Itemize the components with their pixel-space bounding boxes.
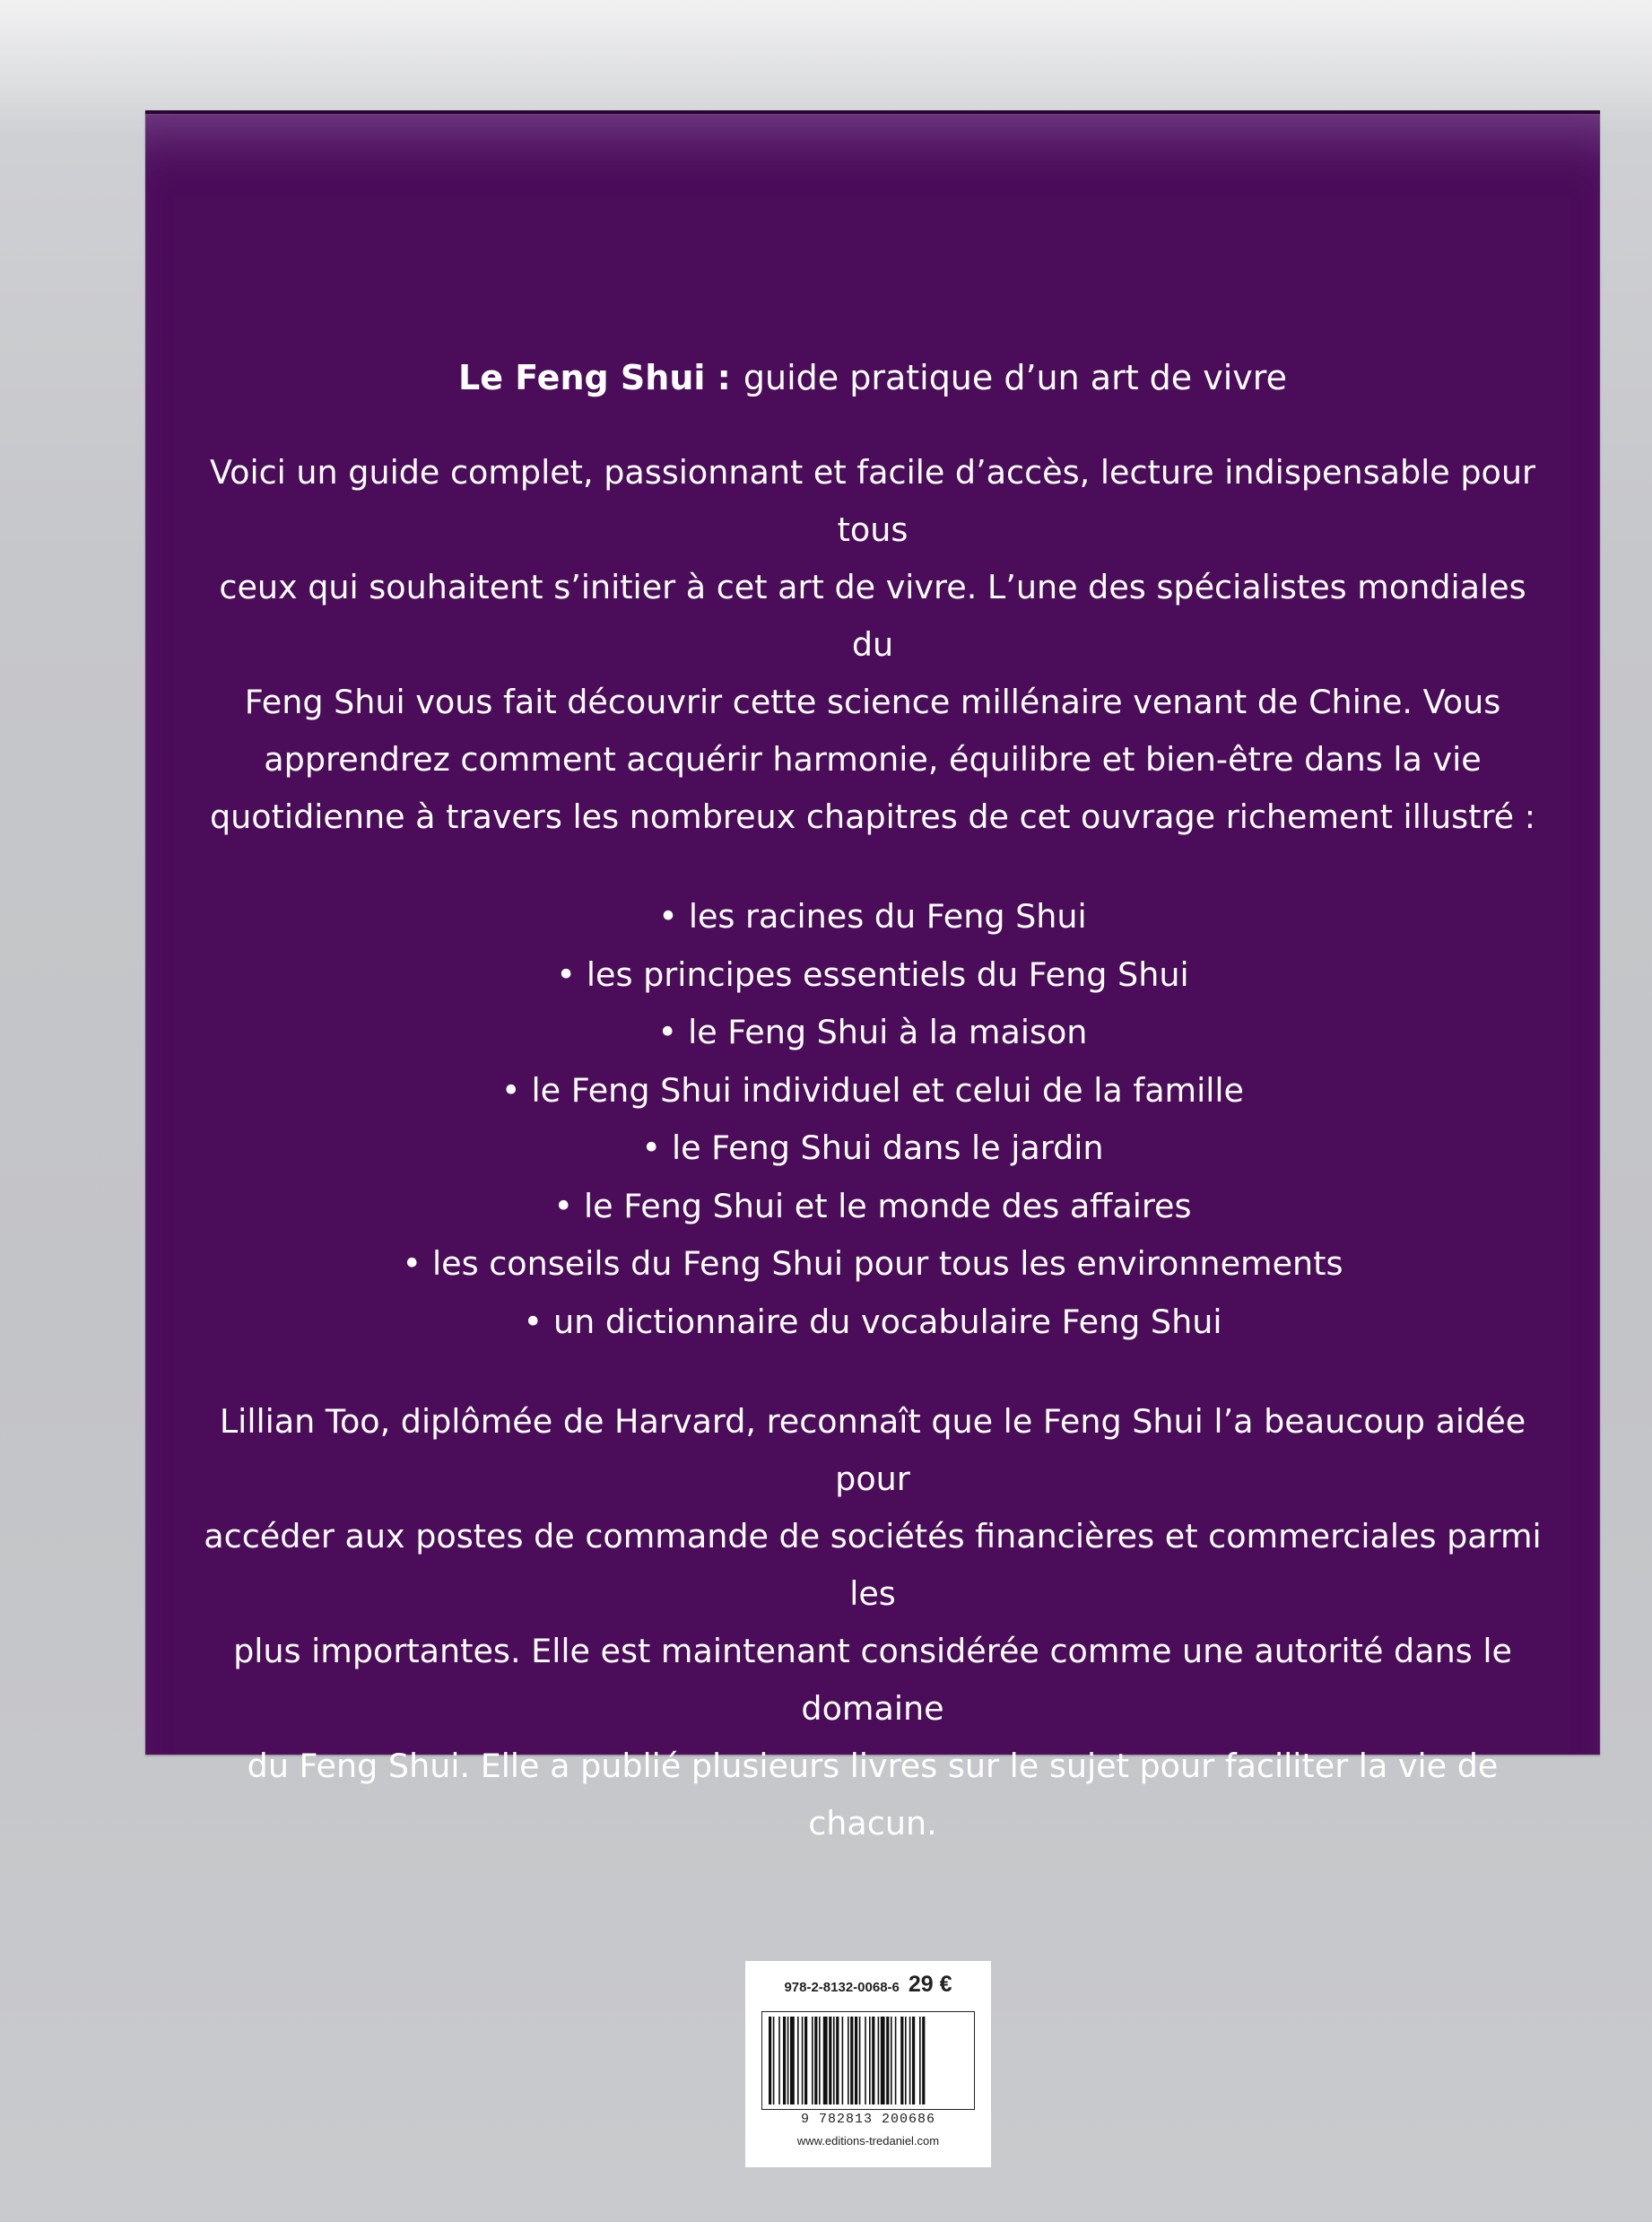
barcode-stripe	[819, 2017, 821, 2104]
purple-text-panel	[145, 110, 1600, 1843]
barcode-stripe	[909, 2017, 911, 2104]
barcode-stripe	[859, 2017, 861, 2104]
barcode-stripe	[823, 2017, 828, 2104]
isbn-number: 978-2-8132-0068-6	[784, 1980, 900, 1995]
barcode-stripe	[829, 2017, 831, 2104]
intro-paragraph	[199, 444, 1546, 846]
barcode-stripe	[814, 2017, 817, 2104]
chapter-item: • le Feng Shui et le monde des affaires	[199, 1178, 1546, 1236]
barcode-stripe	[869, 2017, 871, 2104]
barcode-digits: 9 782813 200686	[800, 2112, 936, 2127]
chapter-list	[199, 888, 1546, 1351]
barcode-stripe	[919, 2017, 921, 2104]
barcode-stripe	[773, 2017, 775, 2104]
barcode-stripe	[804, 2017, 807, 2104]
barcode-stripe	[787, 2017, 789, 2104]
barcode-stripe	[900, 2017, 903, 2104]
price: 29 €	[908, 1972, 952, 1997]
intro-line: Voici un guide complet, passionnant et facile d’accès, lecture indispensable pour tous	[210, 453, 1535, 549]
author-line: du Feng Shui. Elle a publié plusieurs livres sur le sujet pour faciliter la vie de chacun.	[247, 1747, 1499, 1843]
barcode-stripe	[872, 2017, 874, 2104]
barcode-stripe	[797, 2017, 799, 2104]
cover-heading	[199, 349, 1546, 406]
barcode-stripe	[790, 2017, 795, 2104]
barcode-stripe	[778, 2017, 780, 2104]
barcode-stripe	[886, 2017, 889, 2104]
barcode-label	[745, 1961, 991, 2167]
heading-bold: Le Feng Shui :	[458, 358, 731, 397]
barcode-stripe	[812, 2017, 813, 2104]
intro-line: Feng Shui vous fait découvrir cette science millénaire venant de Chine. Vous	[244, 683, 1501, 721]
barcode-graphic	[761, 2011, 975, 2110]
barcode-stripe	[895, 2017, 897, 2104]
intro-line: apprendrez comment acquérir harmonie, équilibre et bien-être dans la vie	[264, 740, 1482, 779]
barcode-stripe	[922, 2017, 925, 2104]
author-paragraph	[199, 1393, 1546, 1852]
barcode-stripe	[836, 2017, 839, 2104]
barcode-stripe	[842, 2017, 844, 2104]
chapter-item: • un dictionnaire du vocabulaire Feng Shui	[199, 1294, 1546, 1352]
barcode-stripe	[848, 2017, 849, 2104]
publisher-website: www.editions-tredaniel.com	[796, 2134, 940, 2148]
author-line: Lillian Too, diplômée de Harvard, reconnaît que le Feng Shui l’a beaucoup aidée pour	[219, 1402, 1526, 1498]
chapter-item: • les racines du Feng Shui	[199, 888, 1546, 946]
intro-line: ceux qui souhaitent s’initier à cet art de vivre. L’une des spécialistes mondiales du	[219, 568, 1526, 664]
chapter-item: • le Feng Shui individuel et celui de la famille	[199, 1062, 1546, 1120]
author-line: plus importantes. Elle est maintenant considérée comme une autorité dans le domaine	[233, 1632, 1512, 1728]
barcode-stripe	[881, 2017, 885, 2104]
barcode-stripe	[833, 2017, 835, 2104]
intro-line: quotidienne à travers les nombreux chapitres de cet ouvrage richement illustré :	[209, 797, 1536, 836]
barcode-stripe	[905, 2017, 907, 2104]
barcode-stripe	[891, 2017, 892, 2104]
barcode-stripe	[878, 2017, 880, 2104]
barcode-stripe	[783, 2017, 786, 2104]
heading-subtitle: guide pratique d’un art de vivre	[743, 358, 1287, 397]
barcode-stripe	[912, 2017, 915, 2104]
barcode-stripe	[855, 2017, 857, 2104]
chapter-item: • les conseils du Feng Shui pour tous les environnements	[199, 1235, 1546, 1294]
barcode-stripe	[850, 2017, 853, 2104]
barcode-bars	[761, 2011, 975, 2110]
chapter-item: • le Feng Shui dans le jardin	[199, 1120, 1546, 1178]
chapter-item: • les principes essentiels du Feng Shui	[199, 946, 1546, 1005]
barcode-stripe	[769, 2017, 771, 2104]
barcode-stripes	[769, 2017, 925, 2104]
chapter-item: • le Feng Shui à la maison	[199, 1004, 1546, 1062]
back-cover-text	[199, 349, 1546, 1852]
isbn-price-row	[758, 1972, 978, 2002]
barcode-stripe	[802, 2017, 804, 2104]
author-line: accéder aux postes de commande de sociétés financières et commerciales parmi les	[204, 1517, 1542, 1613]
barcode-stripe	[865, 2017, 866, 2104]
